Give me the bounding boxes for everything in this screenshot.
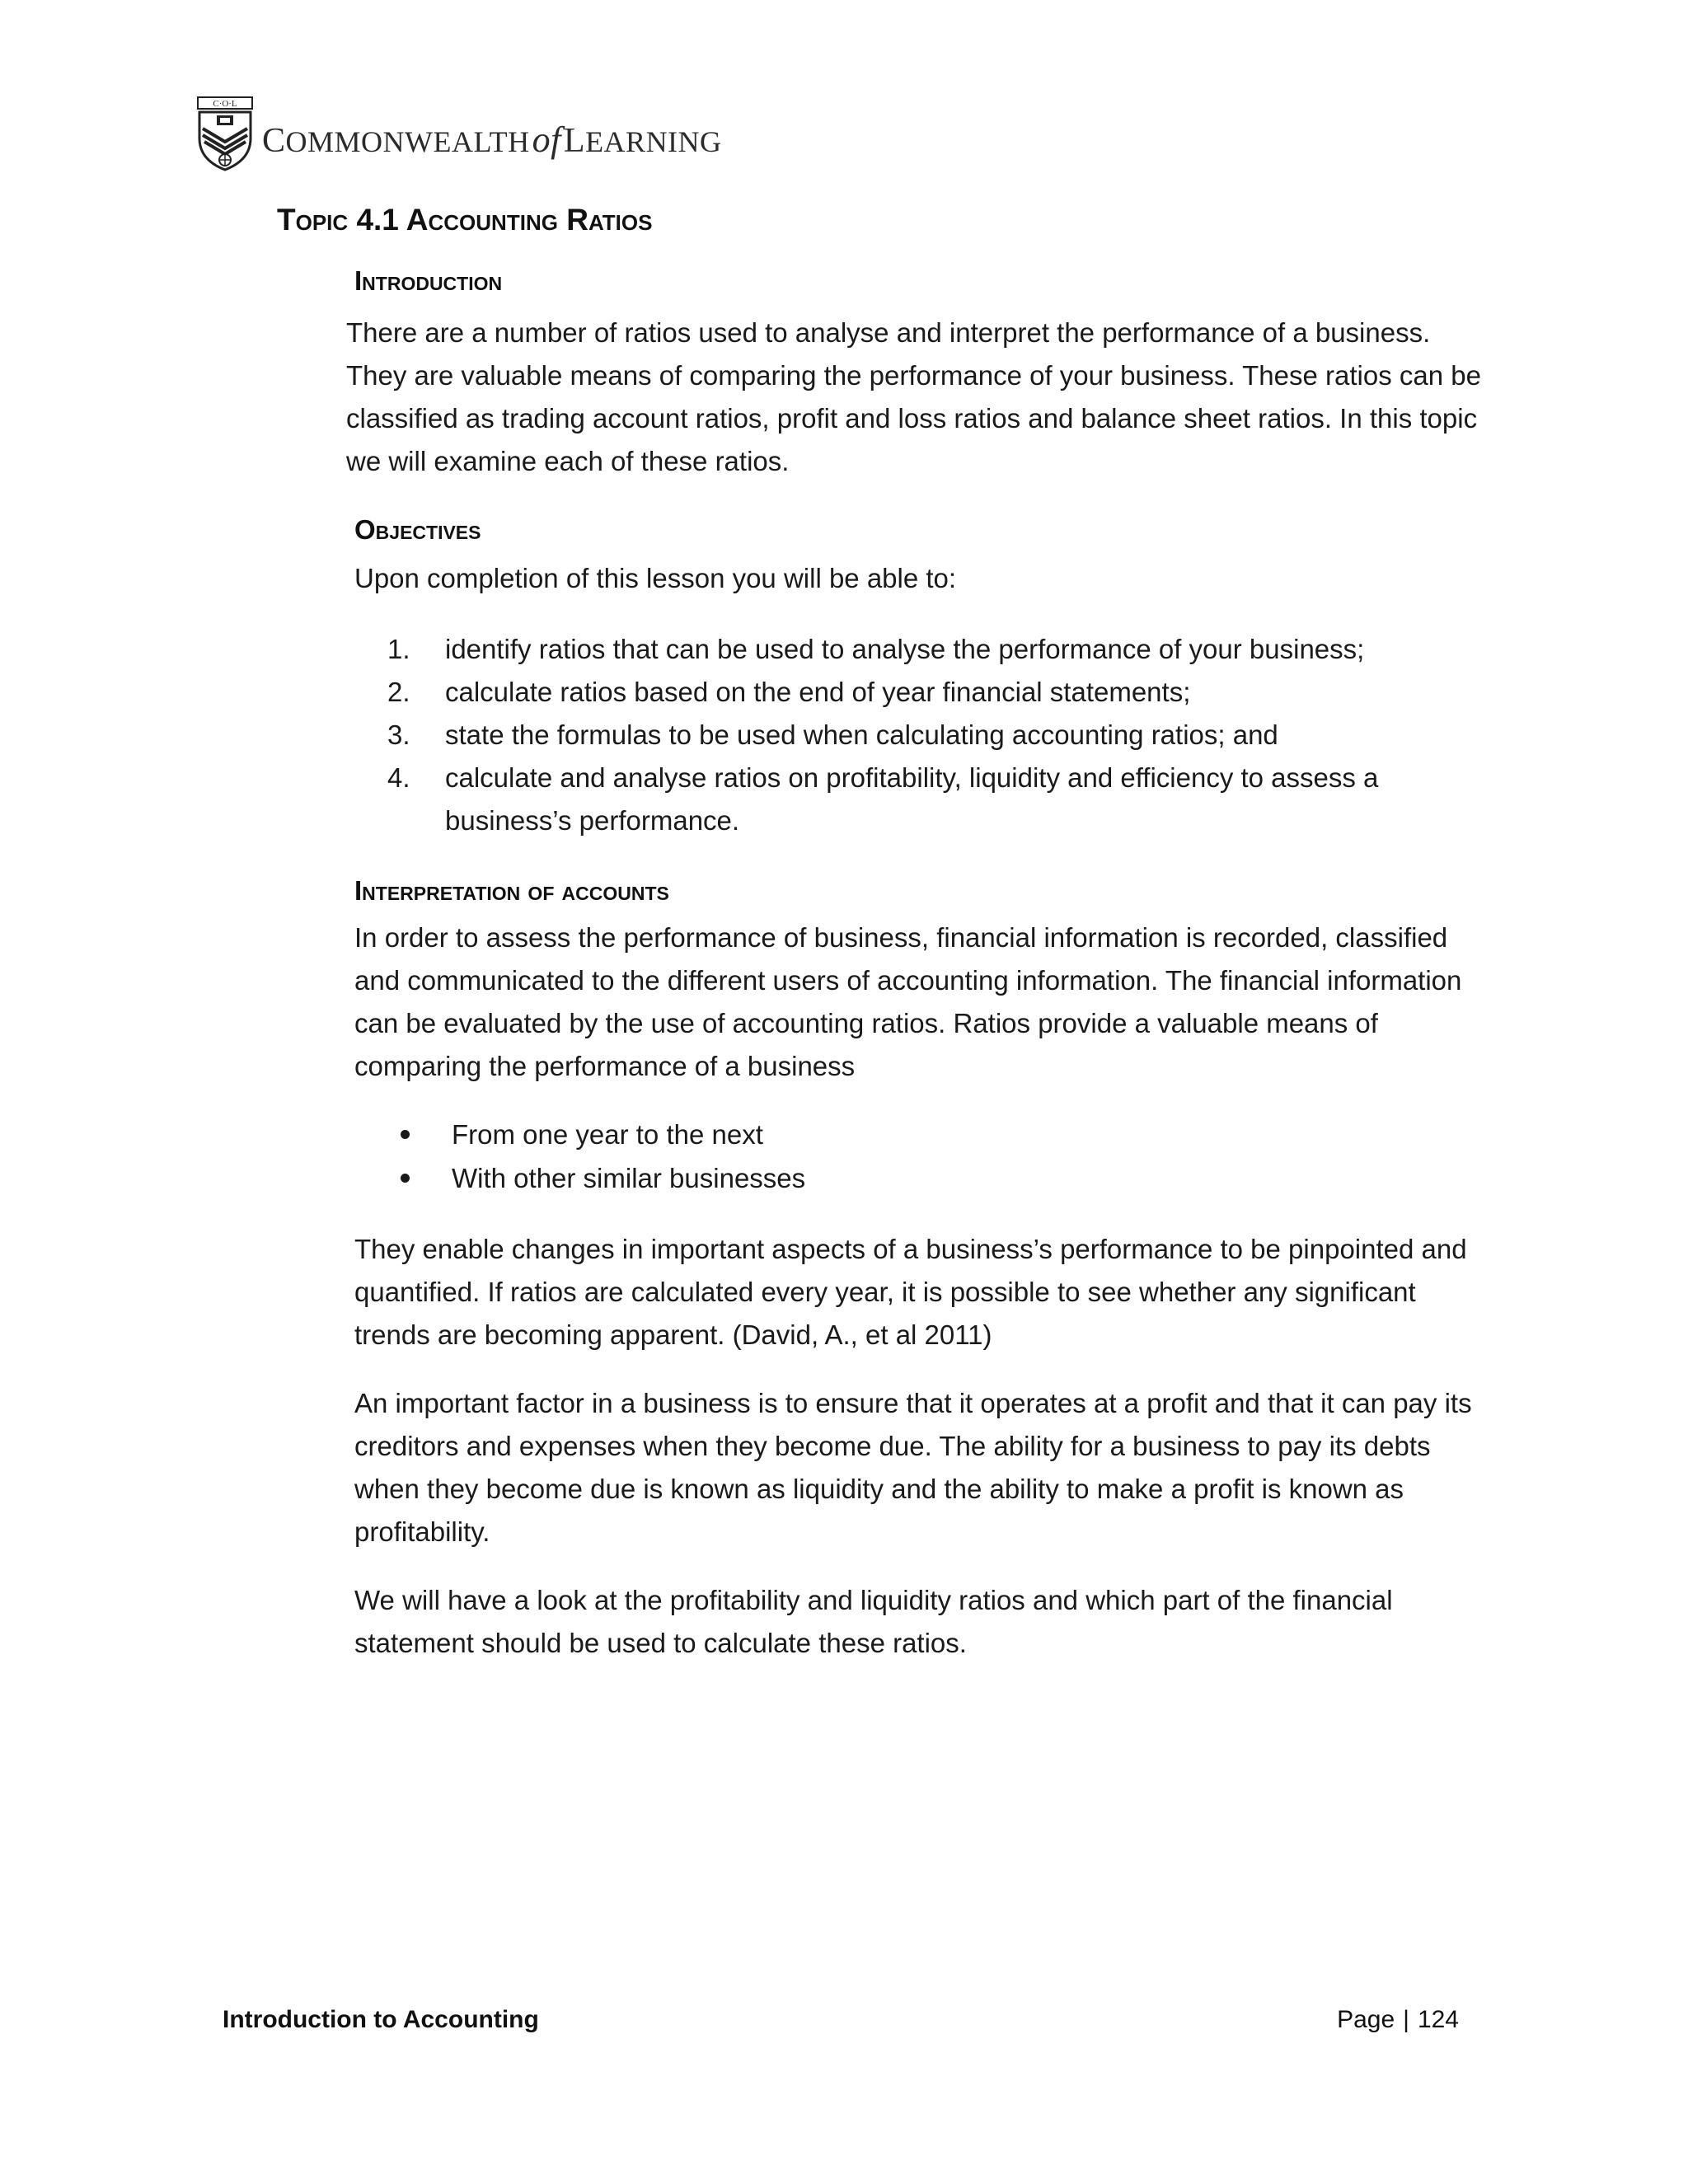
commonwealth-of-learning-logo xyxy=(196,96,722,171)
bullet-icon xyxy=(401,1174,410,1183)
interpretation-paragraph-3: An important factor in a business is to ensure that it operates at a profit and that it can pay its creditors and expenses when they become due. The ability for a business to pay its debts when they become due is known as liquidity and the ability to make a profit is known as profitability. xyxy=(354,1388,1472,1547)
interpretation-paragraph-4: We will have a look at the profitability and liquidity ratios and which part of the financial statement should be used to calculate these ratios. xyxy=(354,1585,1393,1658)
comparison-bullet-list xyxy=(396,1113,1467,1200)
page-label: Page xyxy=(1337,2006,1395,2033)
objective-item xyxy=(387,628,1500,671)
topic-title: Topic 4.1 Accounting Ratios xyxy=(277,203,653,237)
interpretation-paragraph-1: In order to assess the performance of business, financial information is recorded, classified and communicated to the different users of accounting information. The financial information can be evaluated by the use of accounting ratios. Ratios provide a valuable means of comparing the performance of a business xyxy=(354,922,1462,1081)
objective-item xyxy=(387,757,1500,842)
footer-page-number xyxy=(1337,2006,1459,2034)
objective-text: calculate ratios based on the end of year financial statements; xyxy=(445,677,1191,707)
interpretation-paragraph-2: They enable changes in important aspects of a business’s performance to be pinpointed and quantified. If ratios are calculated every year, it is possible to see whether any significant trends are becoming apparent. (David, A., et al 2011) xyxy=(354,1234,1467,1350)
objectives-list xyxy=(387,628,1500,842)
introduction-heading: Introduction xyxy=(354,265,503,296)
objective-number: 2. xyxy=(387,677,410,707)
footer-course-title: Introduction to Accounting xyxy=(223,2006,539,2033)
bullet-item xyxy=(396,1113,1467,1156)
objective-number: 4. xyxy=(387,762,410,793)
objective-text: state the formulas to be used when calculating accounting ratios; and xyxy=(445,719,1278,750)
page-separator: | xyxy=(1403,2006,1409,2033)
bullet-text: From one year to the next xyxy=(452,1119,763,1150)
col-crest-icon xyxy=(196,96,254,171)
introduction-paragraph: There are a number of ratios used to analyse and interpret the performance of a business. They are valuable means of comparing the performance of your business. These ratios can be classified as trading account ratios, profit and loss ratios and balance sheet ratios. In this topic we will examine each of these ratios. xyxy=(346,317,1481,476)
logo-wordmark: COMMONWEALTHofLEARNING xyxy=(262,119,722,160)
bullet-icon xyxy=(401,1130,410,1139)
page-number: 124 xyxy=(1417,2006,1459,2033)
interpretation-heading: Interpretation of accounts xyxy=(354,875,669,906)
objective-text: calculate and analyse ratios on profitability, liquidity and efficiency to assess a business’s performance. xyxy=(445,762,1379,836)
bullet-item xyxy=(396,1156,1467,1200)
bullet-text: With other similar businesses xyxy=(452,1163,806,1193)
objective-item xyxy=(387,671,1500,714)
objective-item xyxy=(387,714,1500,757)
objectives-heading: Objectives xyxy=(354,514,481,545)
svg-text:C·O·L: C·O·L xyxy=(213,99,237,109)
objective-number: 1. xyxy=(387,634,410,664)
objective-number: 3. xyxy=(387,719,410,750)
objectives-lead: Upon completion of this lesson you will be able to: xyxy=(354,563,957,593)
objective-text: identify ratios that can be used to analyse the performance of your business; xyxy=(445,634,1365,664)
